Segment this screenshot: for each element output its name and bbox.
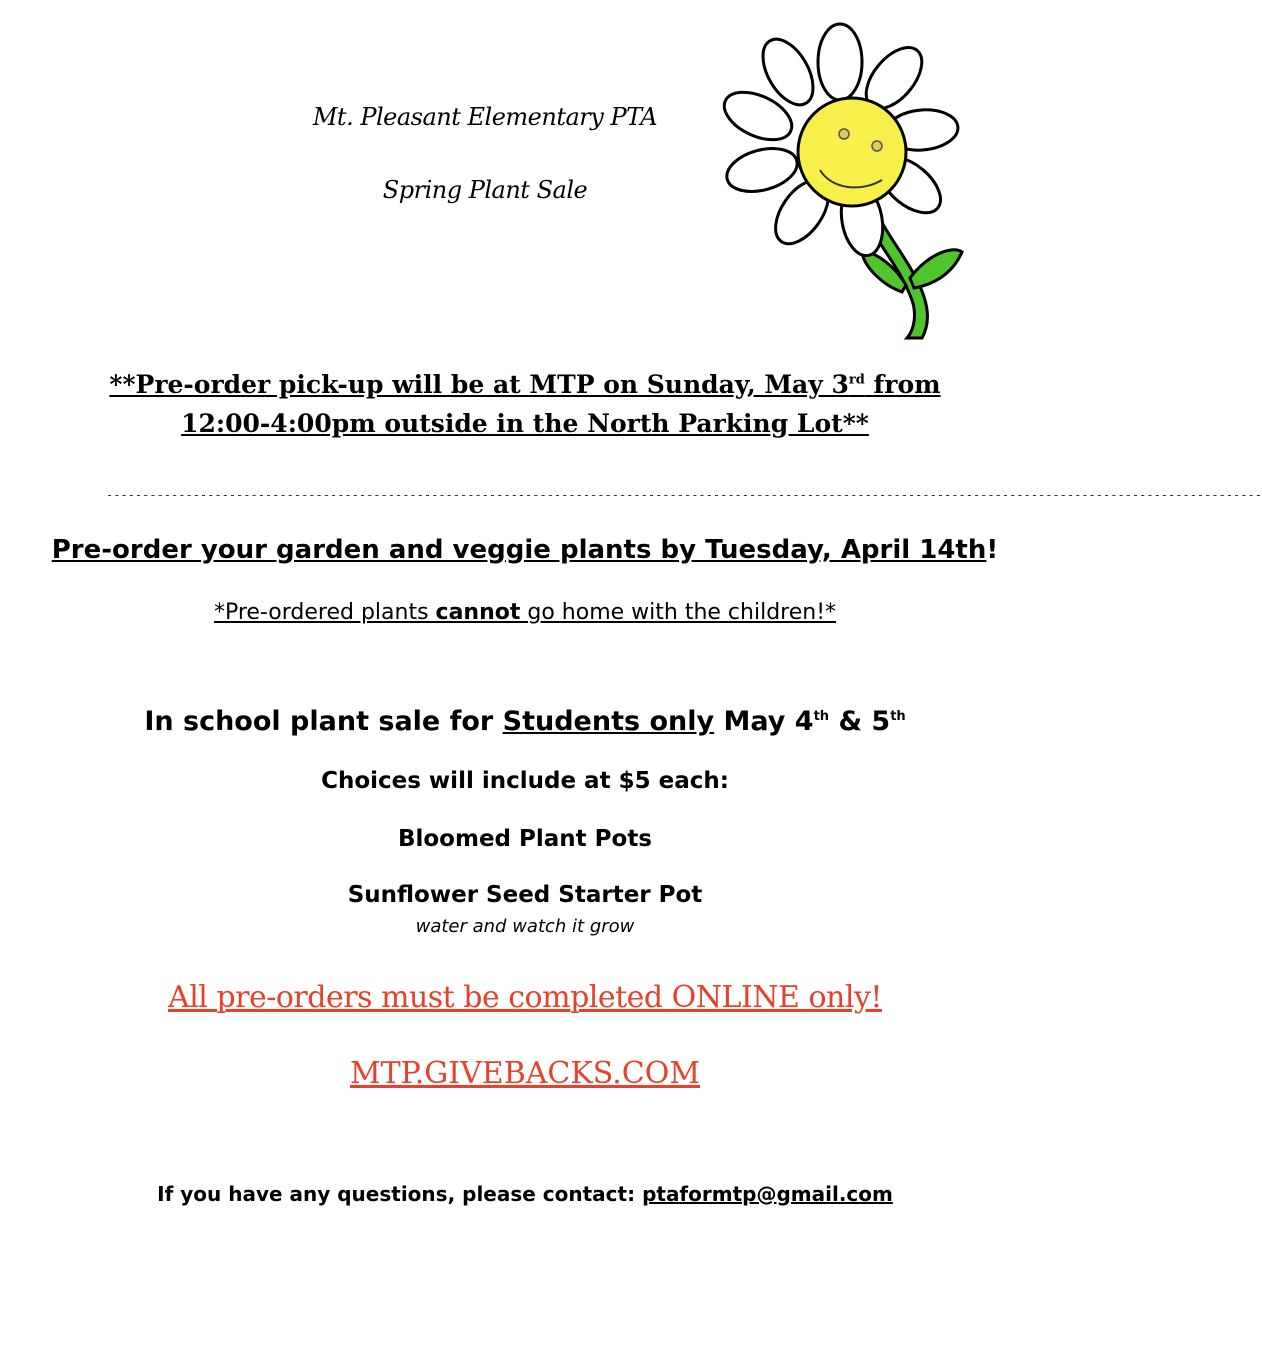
org-title: Mt. Pleasant Elementary PTA — [312, 103, 658, 131]
online-only-notice: All pre-orders must be completed ONLINE only! — [168, 980, 882, 1015]
website-link[interactable]: MTP.GIVEBACKS.COM — [349, 1056, 701, 1091]
pickup-line-1: **Pre-order pick-up will be at MTP on Sunday, May 3rd from — [109, 370, 941, 399]
daisy-flower-icon — [722, 30, 962, 340]
choice-item-description: water and watch it grow — [415, 916, 635, 937]
choice-item: Sunflower Seed Starter Pot — [347, 882, 703, 908]
pickup-notice — [0, 365, 1050, 443]
student-sale-heading: In school plant sale for Students only May 4th & 5th — [144, 706, 906, 737]
preorder-deadline: Pre-order your garden and veggie plants by Tuesday, April 14th! — [51, 535, 999, 565]
sale-title: Spring Plant Sale — [382, 176, 588, 204]
pickup-line-2: 12:00-4:00pm outside in the North Parking Lot** — [181, 409, 869, 438]
contact-line: If you have any questions, please contact: ptaformtp@gmail.com — [157, 1182, 893, 1206]
choices-heading: Choices will include at $5 each: — [321, 768, 729, 794]
email-link[interactable]: ptaformtp@gmail.com — [642, 1182, 893, 1206]
divider: ---------------------------------------------------------------------------------------------------------------------------------------------------------------- — [106, 488, 1262, 502]
pickup-warning: *Pre-ordered plants cannot go home with the children!* — [213, 600, 837, 625]
choice-item: Bloomed Plant Pots — [397, 826, 653, 852]
